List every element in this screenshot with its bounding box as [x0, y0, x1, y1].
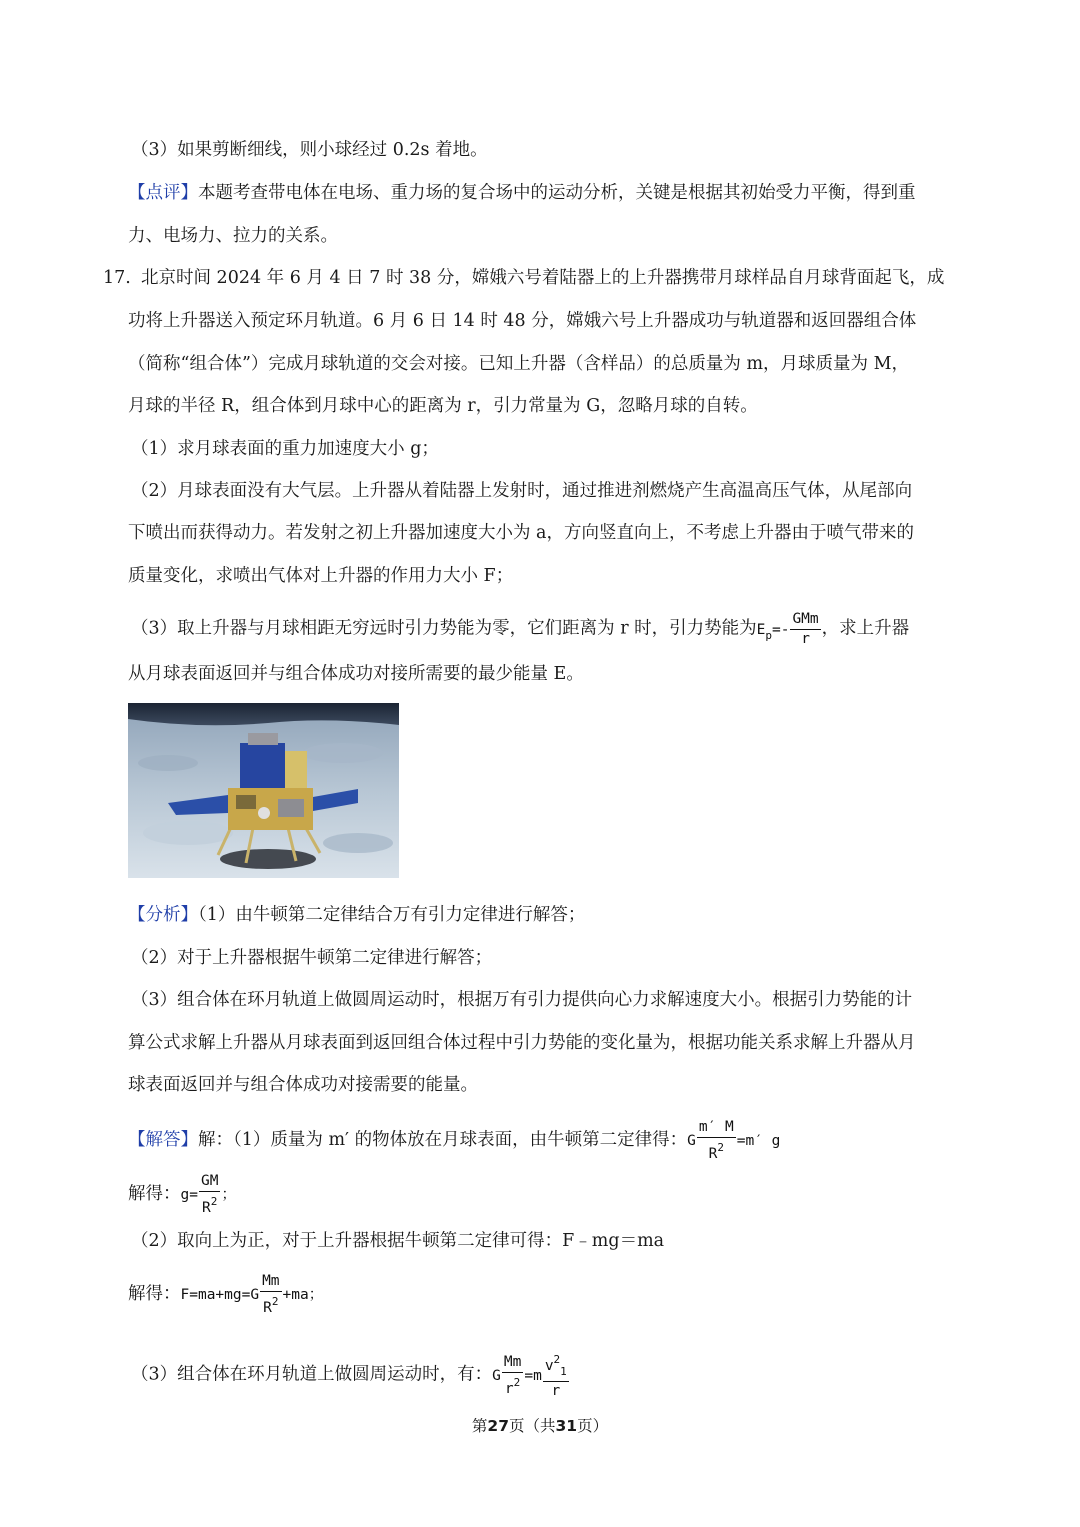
review-text-1: 本题考查带电体在电场、重力场的复合场中的运动分析，关键是根据其初始受力平衡，得到重	[198, 183, 916, 203]
page-footer: 第27页（共31页）	[471, 1417, 609, 1435]
question-line-3: （简称“组合体”）完成月球轨道的交会对接。已知上升器（含样品）的总质量为 m，月球质量为 M，	[128, 354, 910, 374]
formula-orbit: G $\frac{Mm}{r^2}$ =m $\frac{v^2_1}{r}$	[492, 1368, 570, 1384]
question-part-2-line-1: （2）月球表面没有大气层。上升器从着陆器上发射时，通过推进剂燃烧产生高温高压气体，从尾部向	[131, 481, 913, 501]
solution-line-5	[131, 1350, 570, 1401]
question-number: 17.	[103, 268, 131, 288]
potential-energy-formula: $E_p=-$ $\frac{\text{GMm}}{r}$	[756, 611, 819, 647]
formula-surface-gravity: G $\frac{m' M}{R^2}$ =m′ g	[687, 1119, 781, 1162]
question-part-3-line-1	[131, 610, 909, 649]
solution-text-2: 解得：	[128, 1184, 181, 1204]
page-number: 27	[487, 1417, 509, 1435]
solution-line-4	[128, 1272, 323, 1318]
question-part-3-text-b: ，求上升器	[821, 618, 910, 639]
question-part-1: （1）求月球表面的重力加速度大小 g；	[131, 439, 439, 459]
formula-g-result: g= $\frac{GM}{R^2}$ ；	[180, 1173, 236, 1216]
prev-answer-line: （3）如果剪断细线，则小球经过 0.2s 着地。	[131, 140, 488, 160]
solution-line-2	[128, 1172, 236, 1218]
question-part-2-line-3: 质量变化，求喷出气体对上升器的作用力大小 F；	[128, 566, 514, 586]
question-part-2-line-2: 下喷出而获得动力。若发射之初上升器加速度大小为 a，方向竖直向上，不考虑上升器由于喷气带来的	[128, 523, 914, 543]
question-part-3-text-a: （3）取上升器与月球相距无穷远时引力势能为零，它们距离为 r 时，引力势能为	[131, 618, 757, 639]
solution-text-5: （3）组合体在环月轨道上做圆周运动时，有：	[131, 1364, 493, 1385]
lunar-lander-photo	[128, 703, 399, 878]
lunar-lander-illustration	[128, 703, 399, 878]
solution-tag: 【解答】	[128, 1130, 198, 1150]
question-line-4: 月球的半径 R，组合体到月球中心的距离为 r，引力常量为 G，忽略月球的自转。	[128, 396, 758, 416]
analysis-tag: 【分析】	[128, 905, 198, 925]
question-part-3-line-2: 从月球表面返回并与组合体成功对接所需要的最少能量 E。	[128, 664, 584, 684]
analysis-line-2: （2）对于上升器根据牛顿第二定律进行解答；	[131, 948, 493, 968]
question-line-1: 北京时间 2024 年 6 月 4 日 7 时 38 分，嫦娥六号着陆器上的上升器携带月球样品自月球背面起飞，成	[141, 268, 945, 288]
analysis-line-1	[128, 903, 585, 927]
analysis-text-1: （1）由牛顿第二定律结合万有引力定律进行解答；	[198, 905, 586, 925]
review-tag: 【点评】	[128, 183, 198, 203]
analysis-line-5: 球表面返回并与组合体成功对接需要的能量。	[128, 1075, 478, 1095]
review-line-2: 力、电场力、拉力的关系。	[128, 226, 338, 246]
solution-line-3: （2）取向上为正，对于上升器根据牛顿第二定律可得：F﹣mg＝ma	[131, 1231, 665, 1251]
solution-line-1	[128, 1118, 780, 1164]
formula-force-result: F=ma+mg=G $\frac{Mm}{R^2}$ +ma；	[180, 1273, 324, 1316]
analysis-line-4: 算公式求解上升器从月球表面到返回组合体过程中引力势能的变化量为，根据功能关系求解上升器从月	[128, 1033, 916, 1053]
solution-text-1: 解：（1）质量为 m′ 的物体放在月球表面，由牛顿第二定律得：	[198, 1130, 688, 1150]
review-line-1	[128, 181, 916, 205]
page-total: 31	[555, 1417, 578, 1435]
analysis-line-3: （3）组合体在环月轨道上做圆周运动时，根据万有引力提供向心力求解速度大小。根据引力势能的计	[131, 990, 913, 1010]
question-line-2: 功将上升器送入预定环月轨道。6 月 6 日 14 时 48 分，嫦娥六号上升器成功与轨道器和返回器组合体	[128, 311, 917, 331]
solution-text-4: 解得：	[128, 1284, 181, 1304]
